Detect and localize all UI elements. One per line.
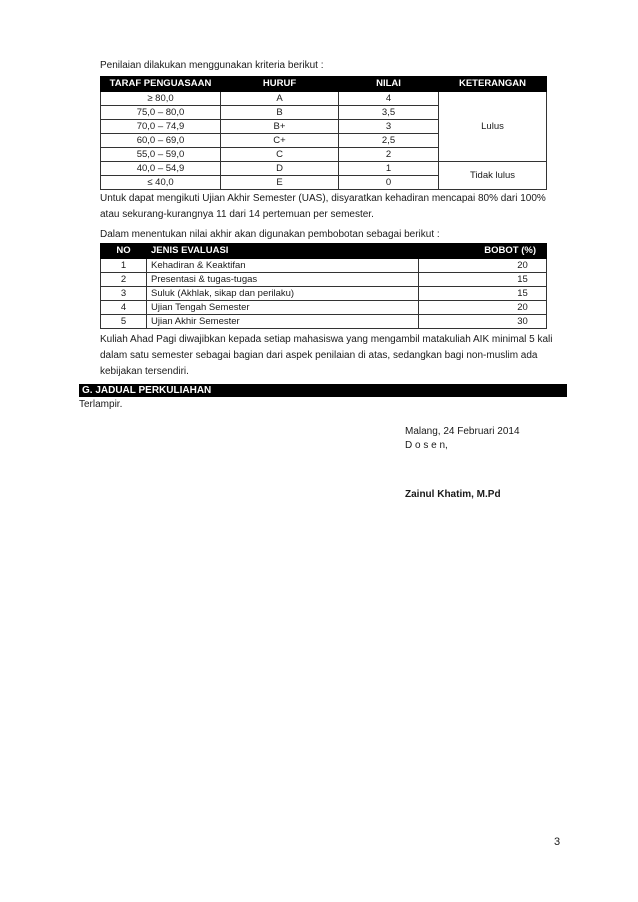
header-jenis-evaluasi: JENIS EVALUASI <box>147 244 419 259</box>
uas-requirement-line1: Untuk dapat mengikuti Ujian Akhir Semester (UAS), disyaratkan kehadiran mencapai 80% dari 100% <box>100 193 546 204</box>
section-heading-jadual: G. JADUAL PERKULIAHAN <box>79 384 567 397</box>
signature-role: D o s e n, <box>405 440 448 451</box>
grade-letter: B+ <box>221 120 339 134</box>
aik-line3: kebijakan tersendiri. <box>100 366 189 377</box>
table-row <box>101 259 547 273</box>
evaluation-name: Ujian Tengah Semester <box>147 301 419 315</box>
section-body: Terlampir. <box>79 399 123 410</box>
header-taraf: TARAF PENGUASAAN <box>101 77 221 92</box>
evaluation-name: Ujian Akhir Semester <box>147 315 419 329</box>
row-no: 5 <box>101 315 147 329</box>
evaluation-name: Suluk (Akhlak, sikap dan perilaku) <box>147 287 419 301</box>
weight-intro: Dalam menentukan nilai akhir akan digunakan pembobotan sebagai berikut : <box>100 229 440 240</box>
page-number: 3 <box>554 836 561 848</box>
grade-letter: C <box>221 148 339 162</box>
table-row <box>101 162 547 176</box>
uas-requirement-line2: atau sekurang-kurangnya 11 dari 14 pertemuan per semester. <box>100 209 374 220</box>
evaluation-weight: 20 <box>419 259 547 273</box>
fail-label: Tidak lulus <box>439 162 547 190</box>
table-row <box>101 273 547 287</box>
grade-range: 70,0 – 74,9 <box>101 120 221 134</box>
grade-letter: D <box>221 162 339 176</box>
header-huruf: HURUF <box>221 77 339 92</box>
aik-line2: dalam satu semester sebagai bagian dari aspek penilaian di atas, sedangkan bagi non-muslim ada <box>100 350 538 361</box>
grade-range: ≤ 40,0 <box>101 176 221 190</box>
grade-value: 3 <box>339 120 439 134</box>
table-row <box>101 92 547 106</box>
grade-range: 60,0 – 69,0 <box>101 134 221 148</box>
grade-value: 2,5 <box>339 134 439 148</box>
grade-range: 40,0 – 54,9 <box>101 162 221 176</box>
grade-value: 2 <box>339 148 439 162</box>
signature-place-date: Malang, 24 Februari 2014 <box>405 426 520 437</box>
grade-value: 0 <box>339 176 439 190</box>
header-no: NO <box>101 244 147 259</box>
criteria-intro: Penilaian dilakukan menggunakan kriteria berikut : <box>100 60 324 71</box>
grade-range: 55,0 – 59,0 <box>101 148 221 162</box>
weight-table <box>100 243 547 329</box>
grade-value: 4 <box>339 92 439 106</box>
signature-name: Zainul Khatim, M.Pd <box>405 489 501 500</box>
grade-criteria-table <box>100 76 547 190</box>
grade-range: 75,0 – 80,0 <box>101 106 221 120</box>
row-no: 4 <box>101 301 147 315</box>
evaluation-name: Presentasi & tugas-tugas <box>147 273 419 287</box>
table-row <box>101 315 547 329</box>
grade-value: 3,5 <box>339 106 439 120</box>
row-no: 2 <box>101 273 147 287</box>
grade-table-header <box>101 77 547 92</box>
row-no: 1 <box>101 259 147 273</box>
header-bobot: BOBOT (%) <box>419 244 547 259</box>
grade-letter: C+ <box>221 134 339 148</box>
aik-line1: Kuliah Ahad Pagi diwajibkan kepada setiap mahasiswa yang mengambil matakuliah AIK minimal 5 kali <box>100 334 553 345</box>
evaluation-weight: 15 <box>419 273 547 287</box>
row-no: 3 <box>101 287 147 301</box>
evaluation-weight: 15 <box>419 287 547 301</box>
grade-range: ≥ 80,0 <box>101 92 221 106</box>
evaluation-weight: 20 <box>419 301 547 315</box>
grade-letter: B <box>221 106 339 120</box>
table-row <box>101 301 547 315</box>
header-nilai: NILAI <box>339 77 439 92</box>
grade-letter: A <box>221 92 339 106</box>
header-keterangan: KETERANGAN <box>439 77 547 92</box>
evaluation-name: Kehadiran & Keaktifan <box>147 259 419 273</box>
grade-letter: E <box>221 176 339 190</box>
table-row <box>101 287 547 301</box>
pass-label: Lulus <box>439 92 547 162</box>
evaluation-weight: 30 <box>419 315 547 329</box>
weight-table-header <box>101 244 547 259</box>
grade-value: 1 <box>339 162 439 176</box>
